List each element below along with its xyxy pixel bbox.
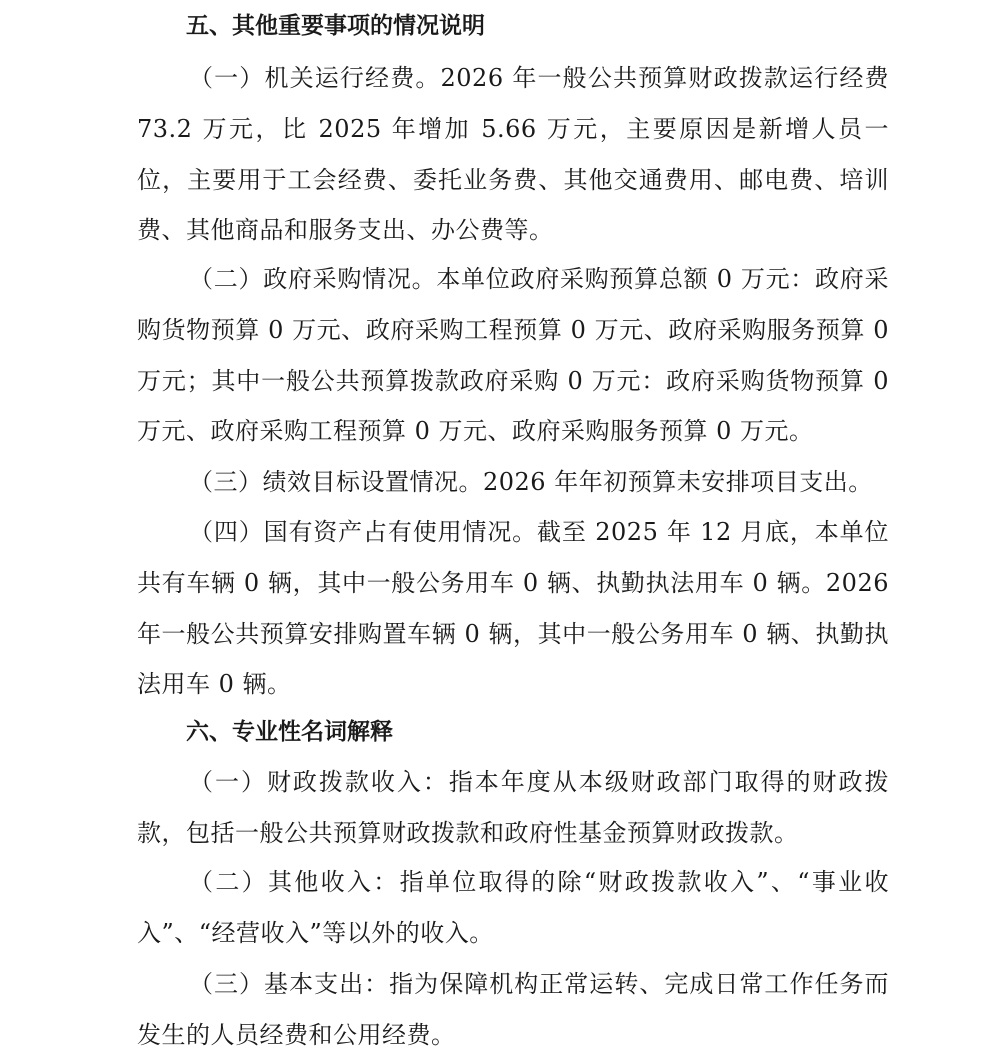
paragraph-lead: （二）政府采购情况。 <box>189 265 437 293</box>
paragraph-lead: （三）基本支出： <box>189 970 390 998</box>
paragraph-basic-expenditure <box>137 959 889 1061</box>
paragraph-body: 本单位政府采购预算总额 0 万元：政府采购货物预算 0 万元、政府采购工程预算 0 万元、政府采购服务预算 0 万元；其中一般公共预算拨款政府采购 0 万元：政府采购货物预算 0 万元、政府采购工程预算 0 万元、政府采购服务预算 0 万元。 <box>137 265 889 446</box>
paragraph-fiscal-allocation-income <box>137 757 889 859</box>
paragraph-body: 指为保障机构正常运转、完成日常工作任务而发生的人员经费和公用经费。 <box>137 970 890 1049</box>
paragraph-operating-expenses <box>137 53 889 256</box>
paragraph-lead: （一）财政拨款收入： <box>189 768 449 796</box>
paragraph-performance-goals <box>137 457 889 508</box>
paragraph-lead: （四）国有资产占有使用情况。 <box>189 518 538 546</box>
paragraph-body: 指单位取得的除“财政拨款收入”、“事业收入”、“经营收入”等以外的收入。 <box>137 868 889 947</box>
paragraph-body: 截至 2025 年 12 月底，本单位共有车辆 0 辆，其中一般公务用车 0 辆、执勤执法用车 0 辆。2026 年一般公共预算安排购置车辆 0 辆，其中一般公务用车 0 辆、执勤执法用车 0 辆。 <box>137 518 889 699</box>
section-heading-5: 五、其他重要事项的情况说明 <box>186 13 485 39</box>
paragraph-body: 2026 年一般公共预算财政拨款运行经费 73.2 万元，比 2025 年增加 5.66 万元，主要原因是新增人员一位，主要用于工会经费、委托业务费、其他交通费用、邮电费、培训费、其他商品和服务支出、办公费等。 <box>137 64 889 245</box>
paragraph-state-assets <box>137 507 889 710</box>
paragraph-body: 2026 年年初预算未安排项目支出。 <box>483 468 873 496</box>
paragraph-lead: （一）机关运行经费。 <box>189 64 441 92</box>
paragraph-other-income <box>137 857 889 959</box>
paragraph-lead: （二）其他收入： <box>189 868 400 896</box>
paragraph-lead: （三）绩效目标设置情况。 <box>189 468 483 496</box>
paragraph-body: 指本年度从本级财政部门取得的财政拨款，包括一般公共预算财政拨款和政府性基金预算财政拨款。 <box>137 768 890 847</box>
paragraph-government-procurement <box>137 254 889 457</box>
section-heading-6: 六、专业性名词解释 <box>186 719 393 745</box>
